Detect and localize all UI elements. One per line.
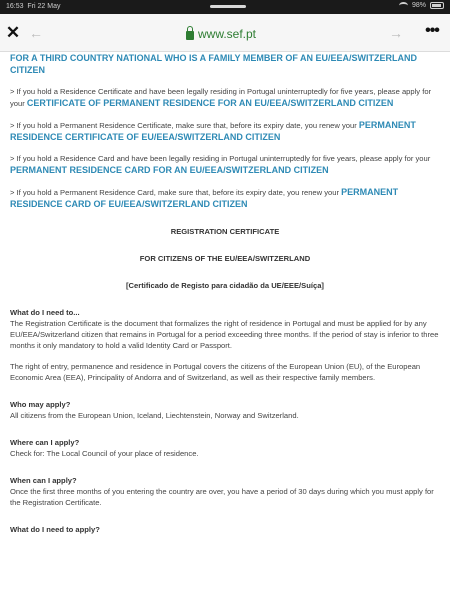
answer-when-apply: Once the first three months of you entering the country are over, you have a period of 30 days during which you must apply for the Registration Certificate. [10, 487, 434, 507]
paragraph-text: > If you hold a Permanent Residence Certificate, make sure that, before its expiry date, you renew your [10, 121, 357, 130]
question-where-apply: Where can I apply? [10, 438, 80, 447]
status-bar [0, 0, 450, 14]
back-arrow-icon[interactable]: ← [29, 25, 43, 41]
link-permanent-residence-card-for[interactable]: PERMANENT RESIDENCE CARD FOR AN EU/EEA/SWITZERLAND CITIZEN [10, 165, 329, 175]
page-content [0, 52, 450, 600]
wifi-icon [399, 2, 408, 9]
browser-toolbar [0, 14, 450, 52]
top-handle[interactable] [210, 5, 246, 8]
lock-icon [186, 31, 194, 40]
paragraph-certificate [10, 86, 440, 109]
answer-where-apply: Check for: The Local Council of your place of residence. [10, 449, 199, 458]
link-certificate-permanent-residence[interactable]: CERTIFICATE OF PERMANENT RESIDENCE FOR AN EU/EEA/SWITZERLAND CITIZEN [26, 98, 394, 108]
url-field[interactable] [186, 26, 256, 42]
heading-registration-certificate: REGISTRATION CERTIFICATE [170, 227, 280, 236]
url-text: www.sef.pt [198, 27, 257, 41]
more-icon[interactable]: ••• [425, 22, 439, 39]
paragraph-third-country [10, 52, 440, 76]
question-who-may-apply: Who may apply? [10, 400, 71, 409]
paragraph-renew-certificate [10, 119, 440, 143]
link-permanent-residence-card-of[interactable]: PERMANENT RESIDENCE CARD OF EU/EEA/SWITZERLAND CITIZEN [10, 187, 399, 209]
paragraph-renew-card [10, 186, 440, 210]
heading-for-citizens: FOR CITIZENS OF THE EU/EEA/SWITZERLAND [139, 254, 311, 263]
paragraph-residence-card [10, 153, 440, 176]
link-permanent-residence-certificate[interactable]: PERMANENT RESIDENCE CERTIFICATE OF EU/EEA/SWITZERLAND CITIZEN [10, 120, 416, 142]
paragraph-text: > If you hold a Residence Card and have been legally residing in Portugal uninterruptedly for five years, please apply for your [10, 154, 431, 163]
paragraph-text: > If you hold a Permanent Residence Card, make sure that, before its expiry date, you renew your [10, 188, 340, 197]
forward-arrow-icon[interactable]: → [389, 25, 403, 41]
battery-percent: 98% [411, 2, 426, 9]
answer-right-of-entry: The right of entry, permanence and residence in Portugal covers the citizens of the European Union (EU), of the European Economic Area (EEA), Principality of Andorra and of Switzerland, as well as their respective family members. [10, 362, 421, 382]
link-third-country-family[interactable]: FOR A THIRD COUNTRY NATIONAL WHO IS A FAMILY MEMBER OF AN EU/EEA/SWITZERLAND CITIZEN [10, 53, 417, 75]
question-what-to-apply: What do I need to apply? [10, 525, 100, 534]
answer-what-do-i-need: The Registration Certificate is the document that formalizes the right of residence in Portugal and must be applied for by any EU/EEA/Switzerland citizen that remains in Portugal for a period exceeding three months. If the period of stay is inferior to three months it only mandatory to hold a valid Identity Card or Passport. [10, 319, 439, 350]
heading-portuguese-title: [Certificado de Registo para cidadão da UE/EEE/Suíça] [126, 281, 324, 290]
close-icon[interactable]: ✕ [5, 23, 21, 42]
question-when-apply: When can I apply? [10, 476, 77, 485]
status-indicators [399, 2, 444, 9]
battery-icon [430, 2, 444, 9]
answer-who-may-apply: All citizens from the European Union, Iceland, Liechtenstein, Norway and Switzerland. [10, 411, 299, 420]
question-what-do-i-need: What do I need to... [10, 308, 80, 317]
paragraph-text: > If you hold a Residence Certificate and have been legally residing in Portugal uninterruptedly for five years, please apply for your [10, 87, 432, 108]
status-time: 16:53 Fri 22 May [6, 3, 61, 10]
